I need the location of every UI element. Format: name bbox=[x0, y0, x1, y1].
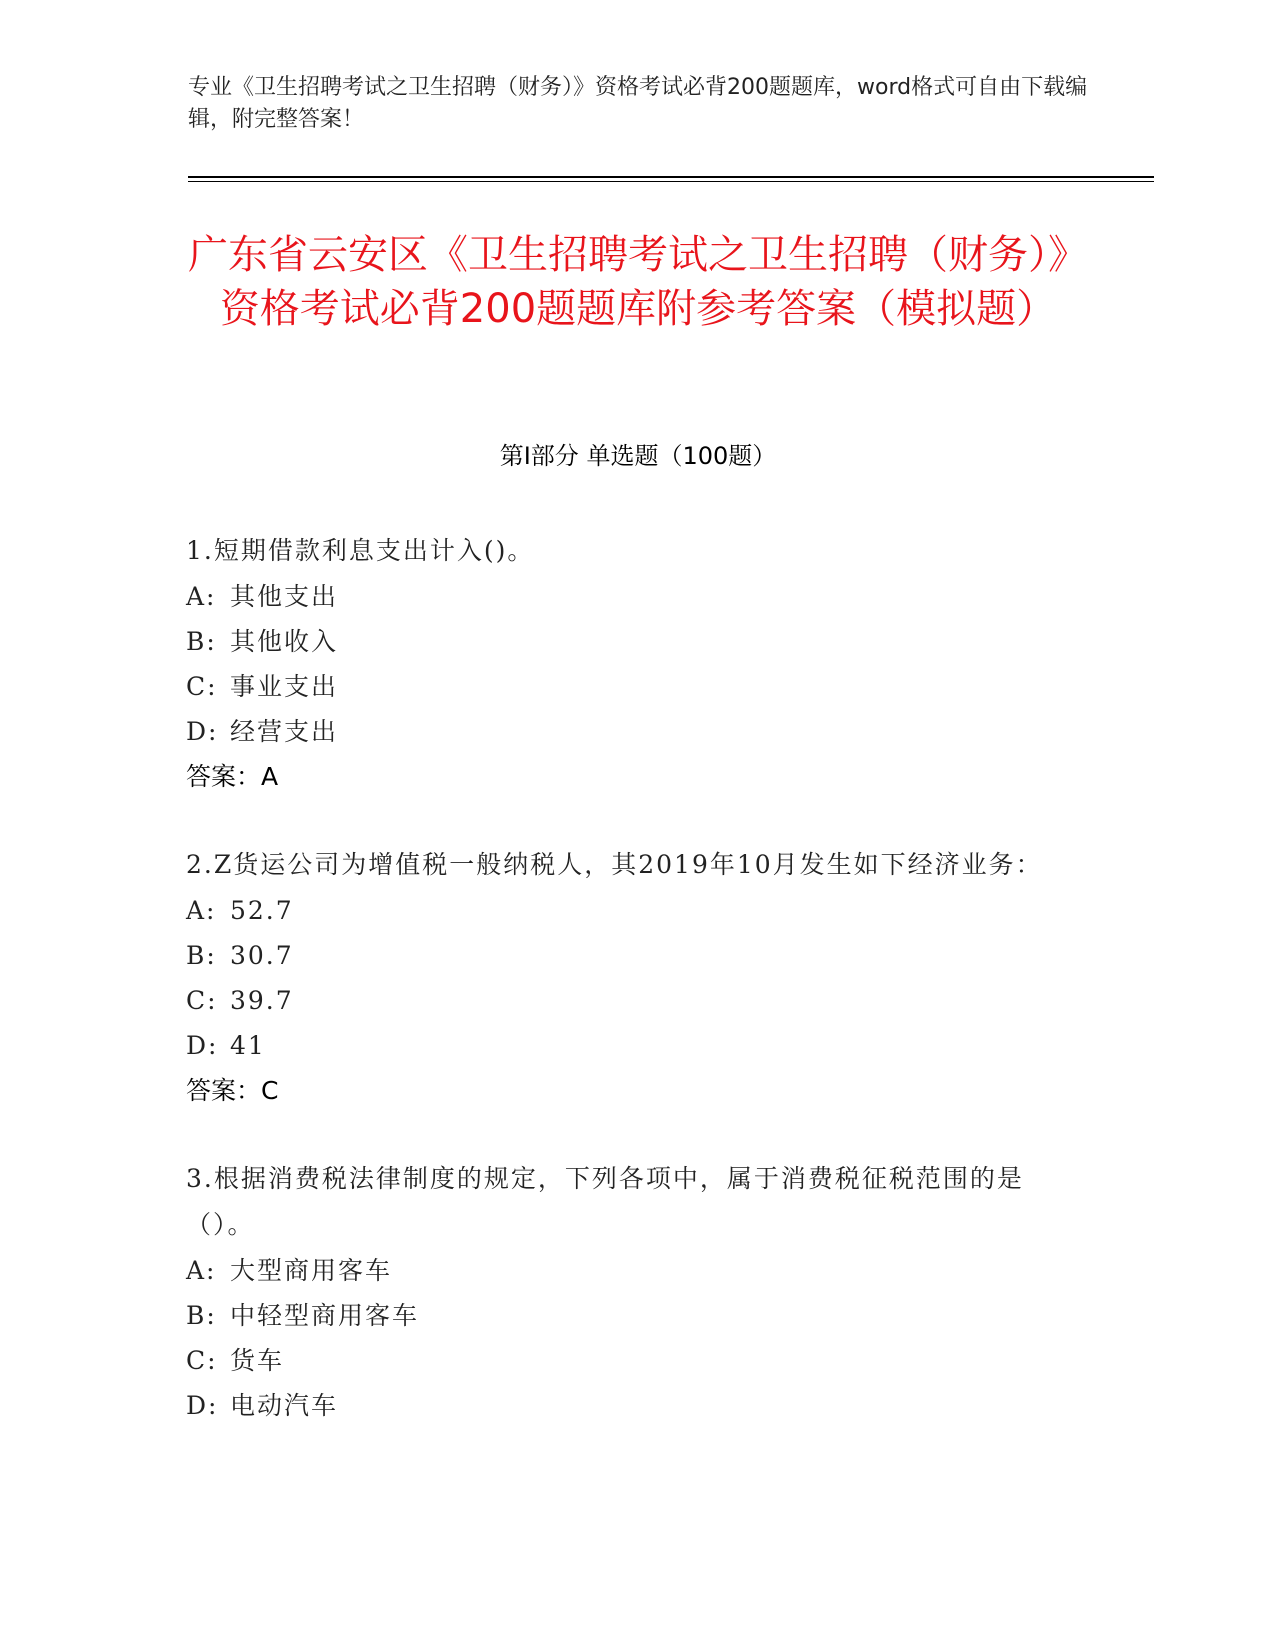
option-d bbox=[186, 1383, 1086, 1428]
option-text: 39.7 bbox=[230, 986, 294, 1015]
option-key: A: bbox=[186, 582, 217, 611]
header-note: 专业《卫生招聘考试之卫生招聘（财务）》资格考试必背200题题库，word格式可自由下载编辑，附完整答案！ bbox=[188, 75, 1088, 132]
answer-line: 答案：A bbox=[186, 762, 279, 791]
question-list bbox=[186, 528, 1086, 1470]
option-c bbox=[186, 1338, 1086, 1383]
answer-line: 答案：C bbox=[186, 1076, 279, 1105]
option-c bbox=[186, 978, 1086, 1023]
option-a bbox=[186, 1248, 1086, 1293]
option-text: 41 bbox=[230, 1031, 266, 1060]
option-text: 货车 bbox=[230, 1346, 285, 1375]
option-b bbox=[186, 933, 1086, 978]
option-key: C: bbox=[186, 672, 218, 701]
header-divider-thin bbox=[188, 181, 1154, 182]
question-2 bbox=[186, 842, 1086, 1114]
question-stem: 3.根据消费税法律制度的规定，下列各项中，属于消费税征税范围的是（）。 bbox=[186, 1164, 1024, 1239]
document-title: 广东省云安区《卫生招聘考试之卫生招聘（财务）》资格考试必背200题题库附参考答案（模拟题） bbox=[188, 232, 1088, 332]
option-key: B: bbox=[186, 627, 217, 656]
option-b bbox=[186, 619, 1086, 664]
option-a bbox=[186, 574, 1086, 619]
option-c bbox=[186, 664, 1086, 709]
option-d bbox=[186, 709, 1086, 754]
option-d bbox=[186, 1023, 1086, 1068]
question-stem: 2.Z货运公司为增值税一般纳税人，其2019年10月发生如下经济业务： bbox=[186, 850, 1043, 879]
option-text: 52.7 bbox=[230, 896, 294, 925]
option-text: 电动汽车 bbox=[230, 1391, 339, 1420]
option-text: 大型商用客车 bbox=[230, 1256, 393, 1285]
question-stem: 1.短期借款利息支出计入()。 bbox=[186, 536, 535, 565]
option-key: B: bbox=[186, 941, 217, 970]
option-key: C: bbox=[186, 986, 218, 1015]
option-text: 中轻型商用客车 bbox=[230, 1301, 420, 1330]
option-text: 30.7 bbox=[230, 941, 294, 970]
option-key: B: bbox=[186, 1301, 217, 1330]
option-text: 经营支出 bbox=[230, 717, 339, 746]
option-a bbox=[186, 888, 1086, 933]
option-key: A: bbox=[186, 1256, 217, 1285]
question-3 bbox=[186, 1156, 1086, 1428]
question-1 bbox=[186, 528, 1086, 800]
header-divider-thick bbox=[188, 176, 1154, 178]
option-key: A: bbox=[186, 896, 217, 925]
option-b bbox=[186, 1293, 1086, 1338]
option-key: D: bbox=[186, 717, 219, 746]
option-text: 其他支出 bbox=[230, 582, 339, 611]
option-text: 事业支出 bbox=[230, 672, 339, 701]
option-key: D: bbox=[186, 1031, 219, 1060]
option-key: C: bbox=[186, 1346, 218, 1375]
option-text: 其他收入 bbox=[230, 627, 339, 656]
option-key: D: bbox=[186, 1391, 219, 1420]
section-title: 第Ⅰ部分 单选题（100题） bbox=[499, 442, 777, 470]
